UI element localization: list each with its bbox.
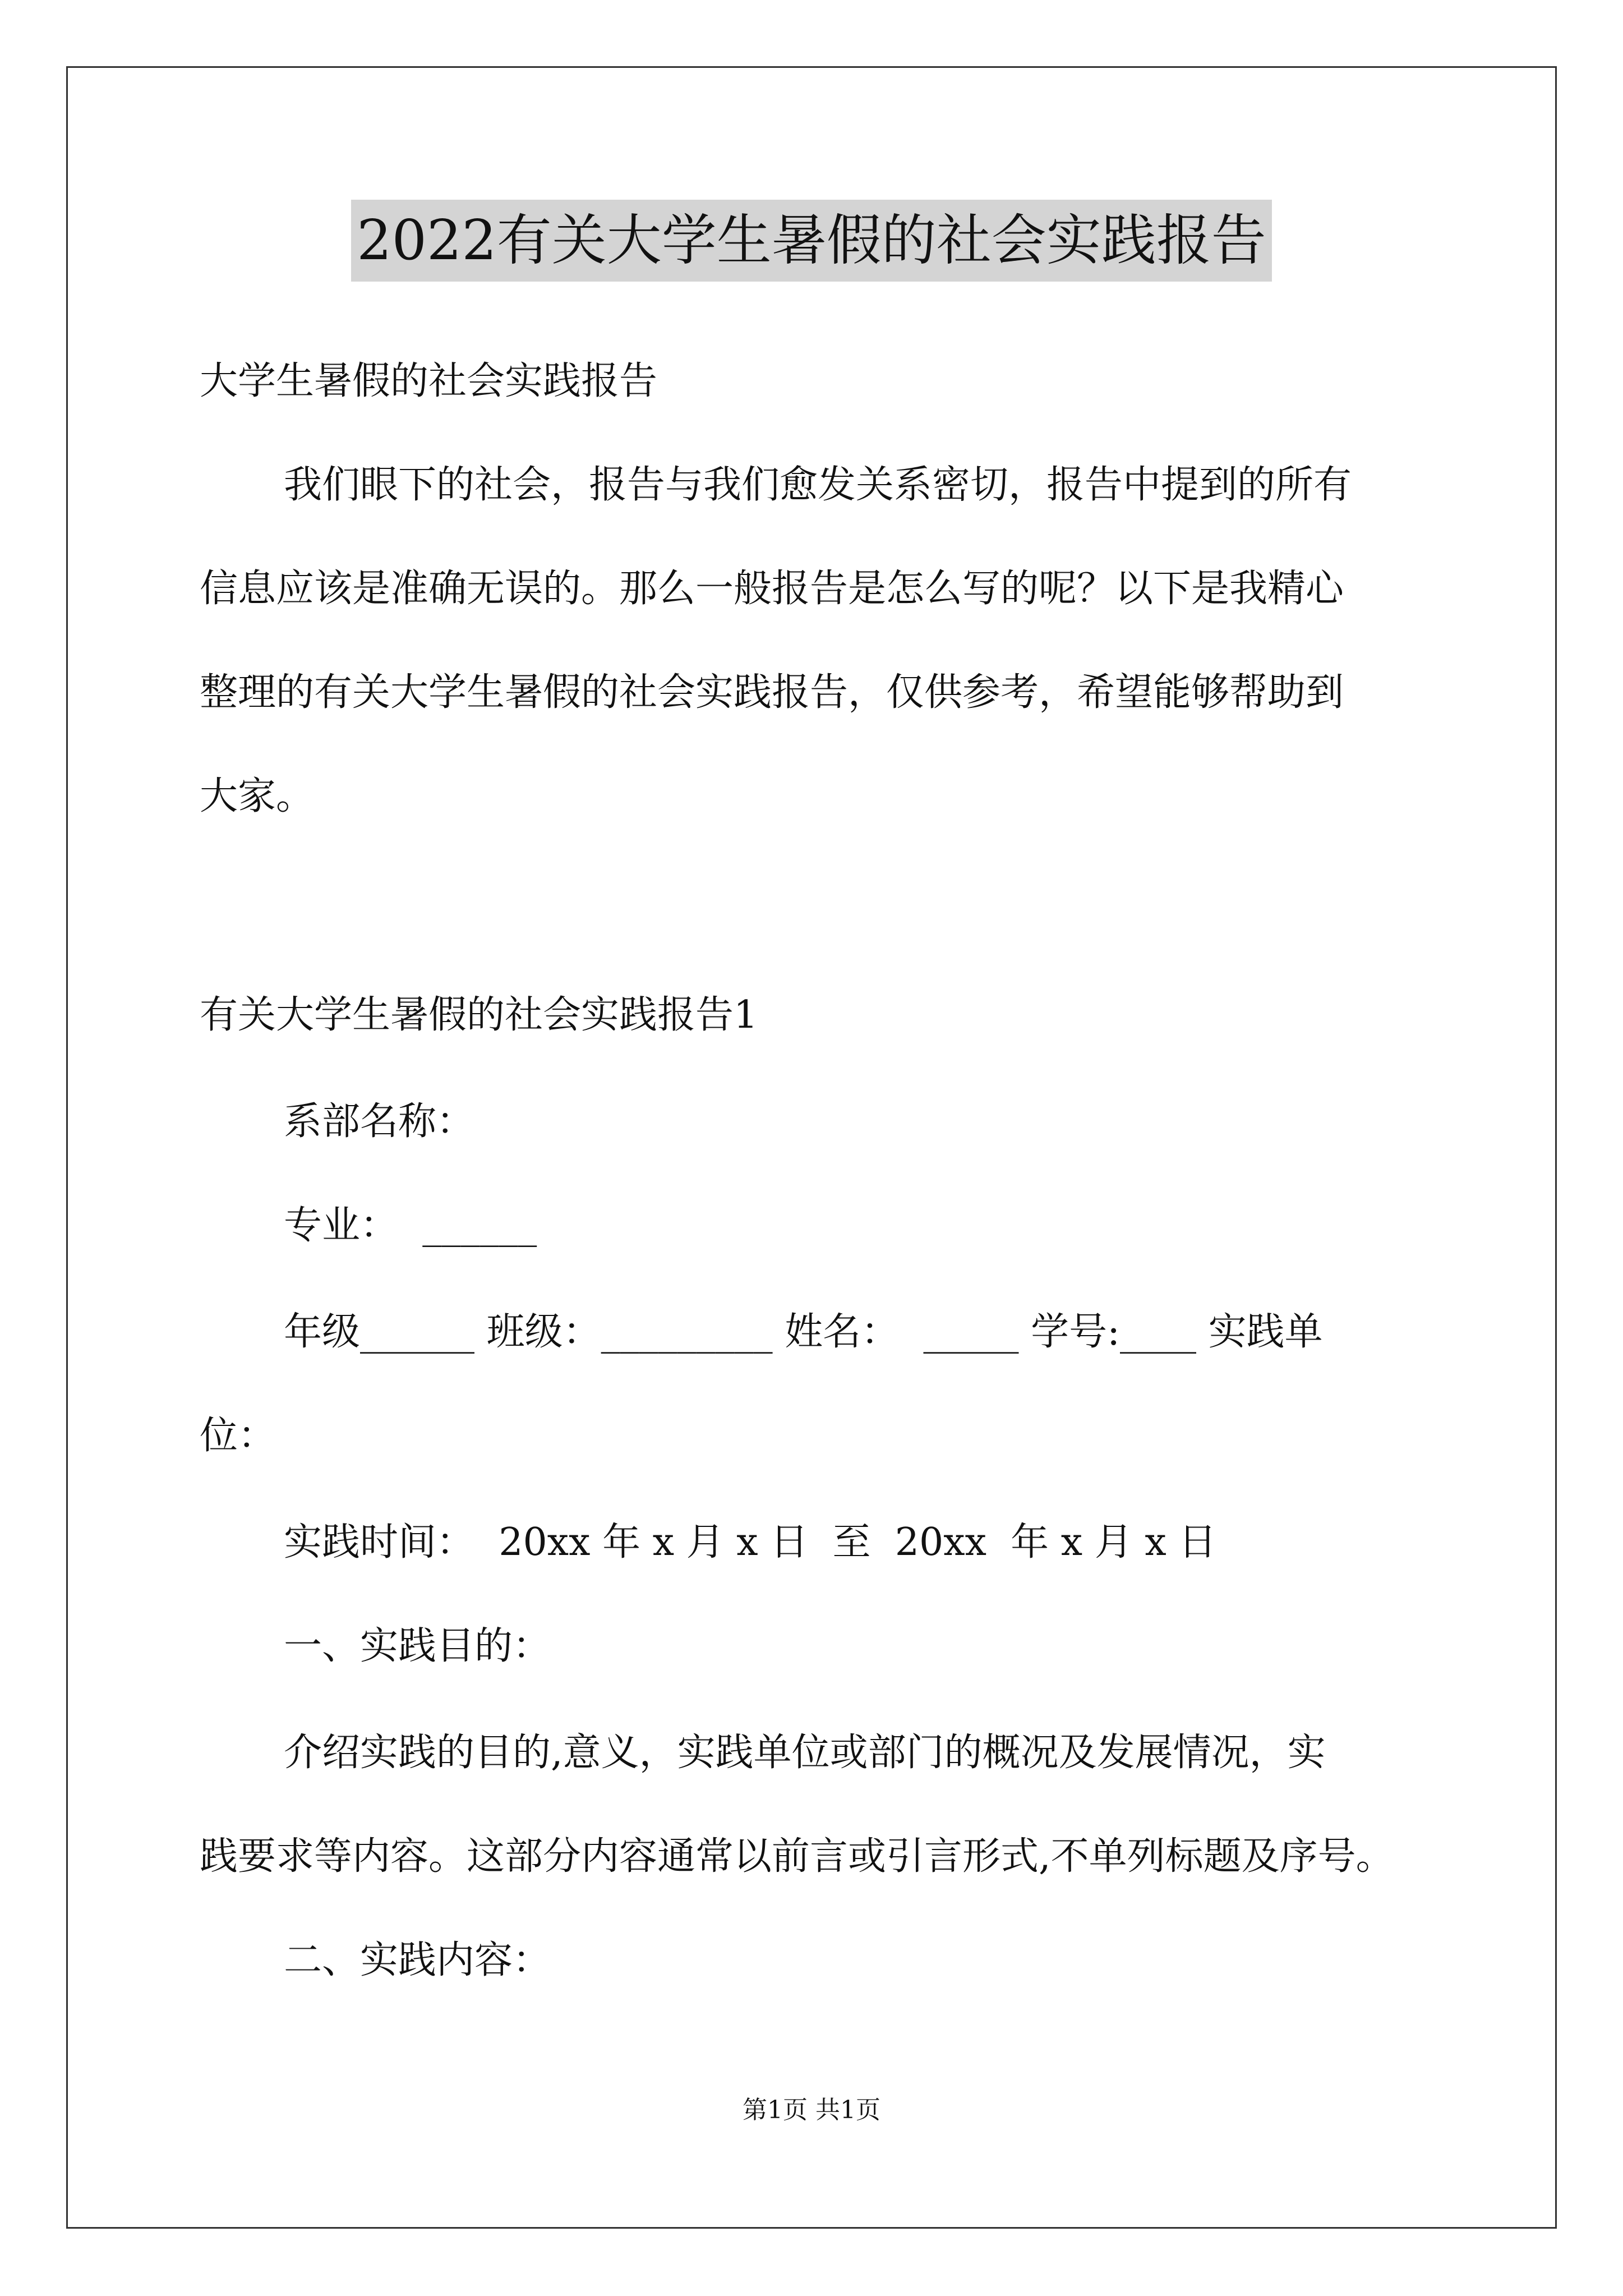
practice-time-field: 实践时间： 20xx 年 x 月 x 日 至 20xx 年 x 月 x 日 [284,1520,1217,1565]
purpose-line-1: 介绍实践的目的,意义，实践单位或部门的概况及发展情况，实 [284,1731,1326,1775]
intro-line-2: 信息应该是准确无误的。那么一般报告是怎么写的呢？以下是我精心 [200,567,1344,611]
grade-class-name-line: 年级______ 班级：_________ 姓名： _____ 学号:____ 实践单 [284,1310,1323,1354]
purpose-heading: 一、实践目的： [284,1624,551,1668]
intro-line-3: 整理的有关大学生暑假的社会实践报告，仅供参考，希望能够帮助到 [200,670,1344,715]
purpose-line-2: 践要求等内容。这部分内容通常以前言或引言形式,不单列标题及序号。 [200,1834,1394,1879]
major-field: 专业： ______ [284,1203,537,1248]
section-title: 有关大学生暑假的社会实践报告1 [200,993,758,1037]
document-title [0,200,1623,282]
intro-line-1: 我们眼下的社会，报告与我们愈发关系密切，报告中提到的所有 [284,463,1352,507]
subtitle: 大学生暑假的社会实践报告 [200,359,658,403]
content-heading: 二、实践内容： [284,1938,551,1982]
department-field: 系部名称： [284,1099,475,1144]
page-footer: 第1页 共1页 [743,2096,880,2124]
intro-line-4: 大家。 [200,774,315,818]
document-title-text: 2022有关大学生暑假的社会实践报告 [351,200,1271,282]
practice-unit-line: 位： [200,1414,276,1458]
